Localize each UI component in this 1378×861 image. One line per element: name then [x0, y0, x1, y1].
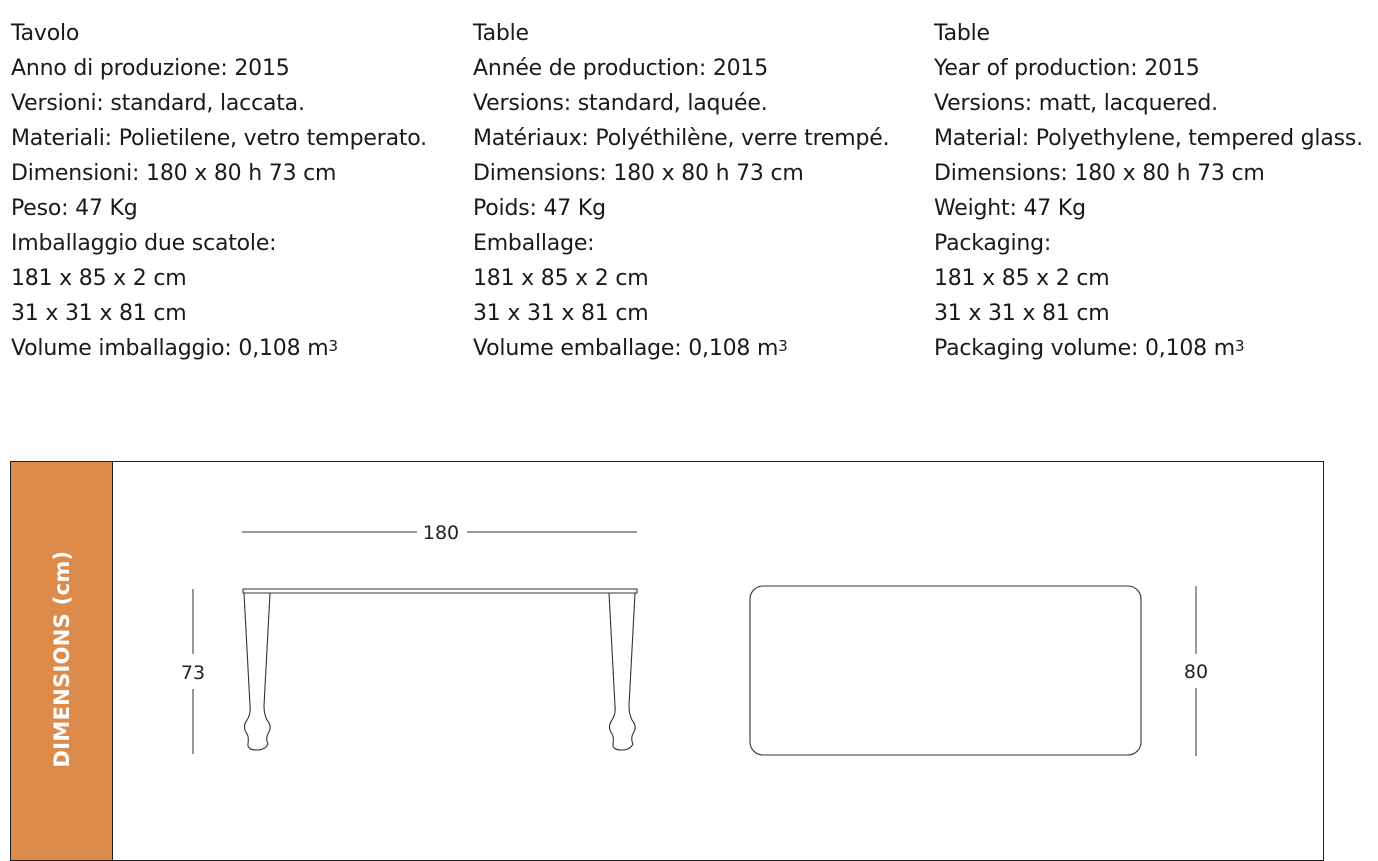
packaging-volume-text: Packaging volume: 0,108 m — [934, 336, 1235, 361]
packaging-volume — [11, 331, 427, 366]
packaging: Packaging: — [934, 231, 1052, 256]
table-top — [243, 589, 637, 593]
production-year: Année de production: 2015 — [473, 56, 769, 81]
dimensions-label: DIMENSIONS (cm) — [50, 550, 74, 768]
packaging-volume — [934, 331, 1363, 366]
packaging-box-1: 181 x 85 x 2 cm — [934, 266, 1110, 291]
packaging-box-2: 31 x 31 x 81 cm — [473, 301, 649, 326]
spec-column-french — [473, 16, 889, 366]
packaging-box-1: 181 x 85 x 2 cm — [11, 266, 187, 291]
versions: Versions: standard, laquée. — [473, 91, 768, 116]
table-leg-right — [609, 593, 635, 750]
packaging-volume — [473, 331, 889, 366]
materials: Materiali: Polietilene, vetro temperato. — [11, 126, 427, 151]
production-year: Anno di produzione: 2015 — [11, 56, 290, 81]
versions: Versioni: standard, laccata. — [11, 91, 305, 116]
weight: Poids: 47 Kg — [473, 196, 606, 221]
dimensions: Dimensions: 180 x 80 h 73 cm — [934, 161, 1265, 186]
depth-value: 80 — [1183, 661, 1209, 683]
weight: Peso: 47 Kg — [11, 196, 138, 221]
product-name: Table — [934, 21, 990, 46]
packaging-box-1: 181 x 85 x 2 cm — [473, 266, 649, 291]
materials: Matériaux: Polyéthilène, verre trempé. — [473, 126, 890, 151]
height-value: 73 — [180, 662, 206, 684]
dimensions: Dimensioni: 180 x 80 h 73 cm — [11, 161, 337, 186]
weight: Weight: 47 Kg — [934, 196, 1086, 221]
packaging-volume-text: Volume imballaggio: 0,108 m — [11, 336, 329, 361]
spec-column-italian — [11, 16, 427, 366]
dimension-drawing — [11, 462, 1325, 854]
dimensions-panel — [10, 461, 1324, 861]
dimensions: Dimensions: 180 x 80 h 73 cm — [473, 161, 804, 186]
packaging: Imballaggio due scatole: — [11, 231, 277, 256]
packaging-volume-text: Volume emballage: 0,108 m — [473, 336, 779, 361]
volume-exponent: 3 — [328, 337, 338, 355]
product-name: Table — [473, 21, 529, 46]
versions: Versions: matt, lacquered. — [934, 91, 1218, 116]
length-value: 180 — [422, 522, 460, 544]
packaging-box-2: 31 x 31 x 81 cm — [11, 301, 187, 326]
packaging: Emballage: — [473, 231, 595, 256]
materials: Material: Polyethylene, tempered glass. — [934, 126, 1363, 151]
product-name: Tavolo — [11, 21, 80, 46]
spec-column-english — [934, 16, 1363, 366]
table-front-view — [243, 589, 637, 750]
volume-exponent: 3 — [778, 337, 788, 355]
packaging-box-2: 31 x 31 x 81 cm — [934, 301, 1110, 326]
volume-exponent: 3 — [1234, 337, 1245, 355]
table-leg-left — [244, 593, 270, 750]
production-year: Year of production: 2015 — [934, 56, 1200, 81]
table-top-view — [750, 586, 1141, 755]
